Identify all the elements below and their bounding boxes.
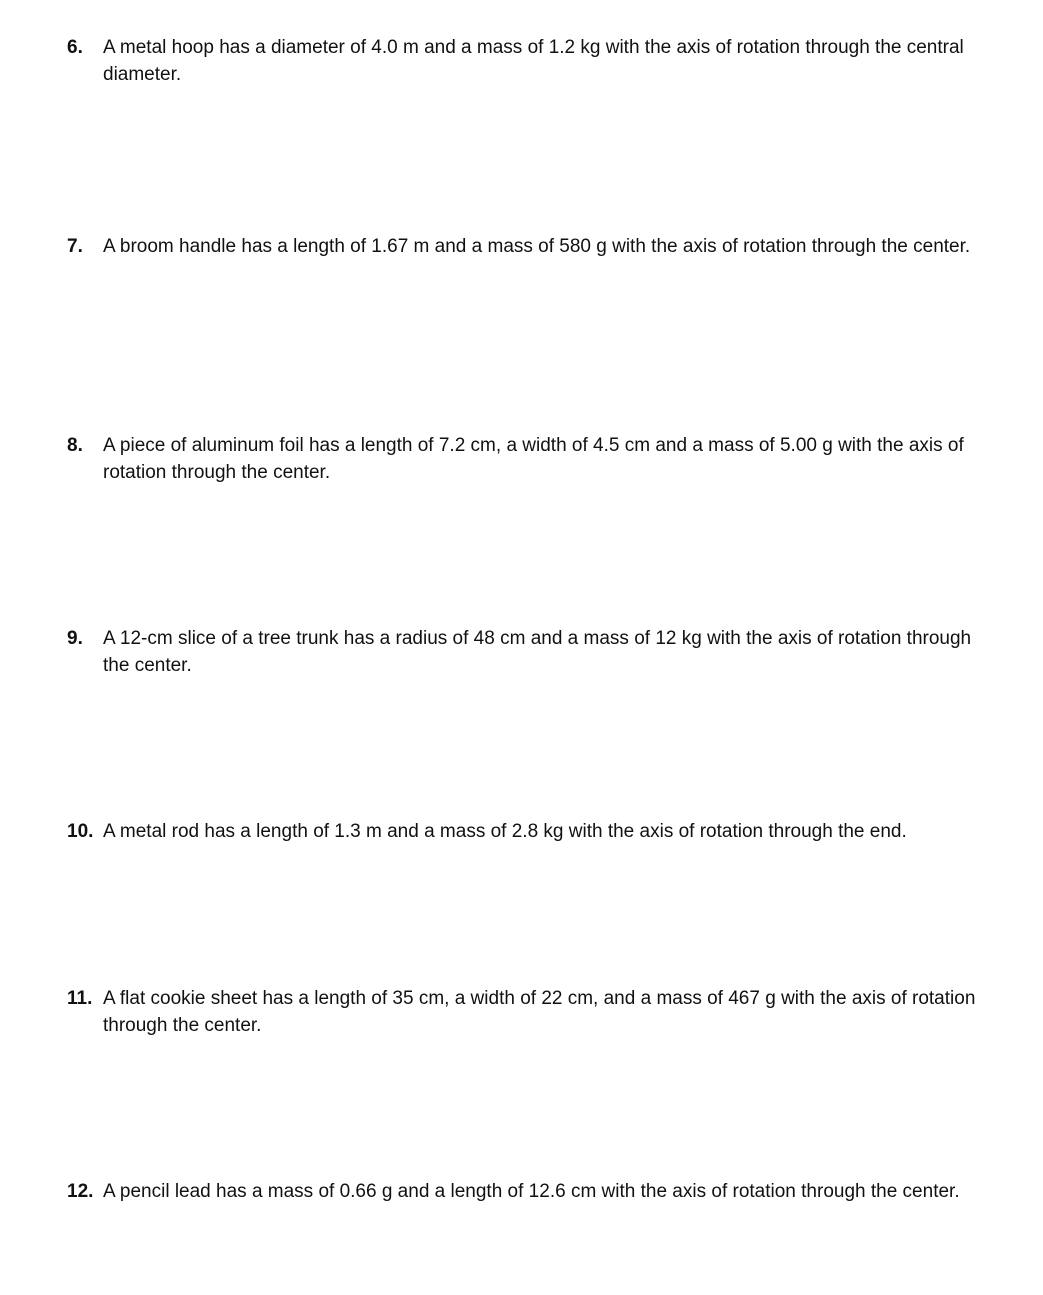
- question-11: [67, 985, 987, 1039]
- question-10: [67, 818, 987, 845]
- question-9: [67, 625, 987, 679]
- question-number: 7.: [67, 236, 83, 257]
- question-text: A flat cookie sheet has a length of 35 cm, a width of 22 cm, and a mass of 467 g with the axis of rotation through the center.: [103, 988, 976, 1036]
- question-8: [67, 432, 987, 486]
- question-number: 12.: [67, 1181, 94, 1202]
- question-text: A metal hoop has a diameter of 4.0 m and a mass of 1.2 kg with the axis of rotation through the central diameter.: [103, 37, 964, 85]
- question-text: A 12-cm slice of a tree trunk has a radius of 48 cm and a mass of 12 kg with the axis of rotation through the center.: [103, 628, 972, 676]
- question-text: A broom handle has a length of 1.67 m and a mass of 580 g with the axis of rotation through the center.: [103, 236, 971, 257]
- question-number: 11.: [67, 988, 93, 1009]
- question-number: 9.: [67, 628, 83, 649]
- question-text: A piece of aluminum foil has a length of 7.2 cm, a width of 4.5 cm and a mass of 5.00 g with the axis of rotation through the center.: [103, 435, 964, 483]
- question-6: [67, 34, 987, 88]
- question-number: 10.: [67, 821, 94, 842]
- question-text: A metal rod has a length of 1.3 m and a mass of 2.8 kg with the axis of rotation through the end.: [103, 821, 907, 842]
- question-number: 8.: [67, 435, 83, 456]
- question-text: A pencil lead has a mass of 0.66 g and a length of 12.6 cm with the axis of rotation through the center.: [103, 1181, 960, 1202]
- question-12: [67, 1178, 987, 1205]
- question-7: [67, 233, 987, 260]
- question-number: 6.: [67, 37, 83, 58]
